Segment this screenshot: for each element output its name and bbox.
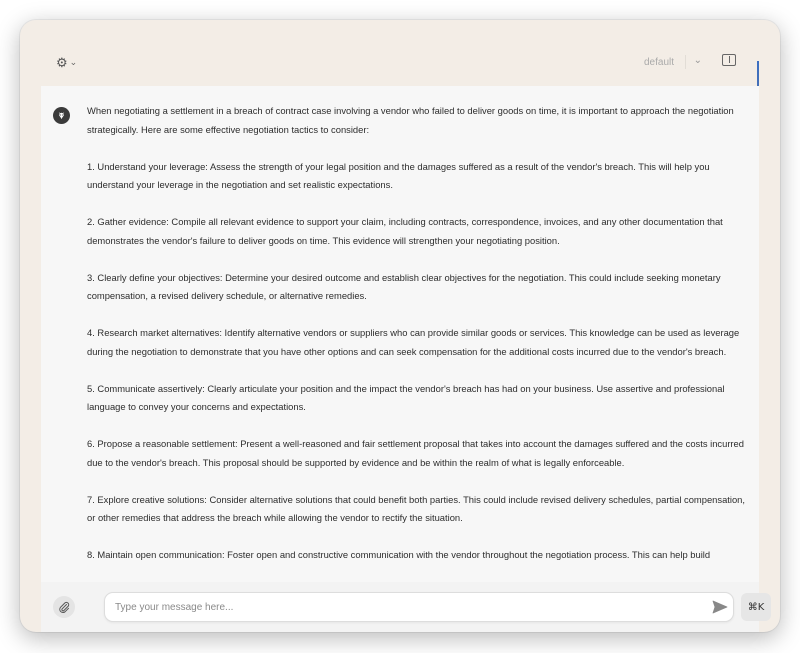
send-icon — [712, 600, 728, 614]
model-select-value: default — [644, 56, 675, 68]
chevron-down-icon: ⌄ — [693, 55, 702, 66]
gear-icon: ⚙ — [56, 54, 68, 70]
send-button[interactable] — [711, 598, 729, 616]
chat-transcript[interactable] — [41, 86, 759, 582]
chevron-down-icon: ⌄ — [69, 56, 78, 67]
model-select[interactable] — [638, 52, 708, 72]
assistant-message — [87, 102, 749, 582]
message-paragraph: 4. Research market alternatives: Identify alternative vendors or suppliers who can provide similar goods or services. This knowledge can be used as leverage during the negotiation to demonstrate that you have other options and can seek compensation for the additional costs incurred due to the vendor's breach. — [87, 327, 740, 357]
message-paragraph: When negotiating a settlement in a breach of contract case involving a vendor who failed to deliver goods on time, it is important to approach the negotiation strategically. Here are some effective negotiation tactics to consider: — [87, 105, 734, 135]
paperclip-icon — [58, 601, 70, 613]
message-paragraph: 2. Gather evidence: Compile all relevant evidence to support your claim, including contracts, correspondence, invoices, and any other documentation that demonstrates the vendor's failure to deliver goods on time. This evidence will strengthen your negotiating position. — [87, 216, 723, 246]
settings-menu-button[interactable] — [56, 54, 77, 70]
message-paragraph: 1. Understand your leverage: Assess the strength of your legal position and the damages suffered as a result of the vendor's breach. This will help you understand your leverage in the negotiation and set realistic expectations. — [87, 160, 710, 190]
message-paragraph: 5. Communicate assertively: Clearly articulate your position and the impact the vendor's breach has had on your business. Use assertive and professional language to convey your concerns and expectations. — [87, 382, 725, 412]
message-paragraph: 7. Explore creative solutions: Consider alternative solutions that could benefit both parties. This could include revised delivery schedules, partial compensation, or other remedies that address the breach while allowing the vendor to rectify the situation. — [87, 493, 746, 523]
sidebar-panel-icon — [729, 56, 733, 63]
app-window — [20, 20, 780, 632]
message-input[interactable] — [104, 592, 734, 622]
message-paragraph: 6. Propose a reasonable settlement: Present a well-reasoned and fair settlement proposal that takes into account the damages suffered and the costs incurred due to the vendor's breach. This proposal should be supported by evidence and be within the realm of what is legally enforceable. — [87, 438, 744, 468]
message-paragraph: 3. Clearly define your objectives: Determine your desired outcome and establish clear objectives for the negotiation. This could include seeking monetary compensation, a revised delivery schedule, or alternative remedies. — [87, 271, 721, 301]
composer — [41, 582, 765, 632]
command-shortcut-button[interactable]: ⌘K — [741, 593, 771, 621]
toolbar — [20, 20, 780, 86]
attach-button[interactable] — [53, 596, 75, 618]
message-paragraph: 8. Maintain open communication: Foster open and constructive communication with the vendor throughout the negotiation process. This can help build — [87, 549, 711, 560]
llama-glyph-icon — [56, 110, 67, 121]
assistant-avatar-icon — [53, 107, 70, 124]
select-divider — [685, 55, 686, 69]
toggle-sidebar-button[interactable] — [722, 54, 736, 66]
